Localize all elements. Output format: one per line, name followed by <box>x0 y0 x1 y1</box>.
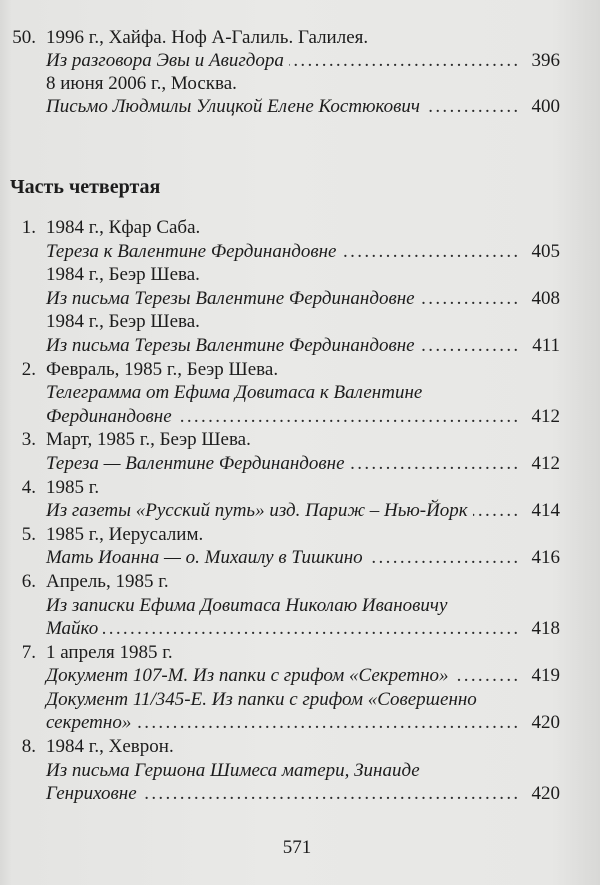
entry-line <box>0 617 560 641</box>
entry-line <box>0 287 560 311</box>
toc-entry <box>0 216 560 358</box>
dot-leader <box>368 546 517 570</box>
page-reference: 396 <box>531 50 560 71</box>
entry-number: 6. <box>21 570 36 592</box>
toc-entry <box>0 26 560 118</box>
entry-line <box>0 72 560 95</box>
entry-title: Тереза — Валентине Фердинандовне <box>46 452 345 474</box>
entry-place-date: Март, 1985 г., Беэр Шева. <box>46 429 251 451</box>
entry-line <box>0 594 560 618</box>
entry-place-date: Апрель, 1985 г. <box>46 570 169 592</box>
entry-title: Майко <box>46 618 99 640</box>
entry-line <box>0 688 560 712</box>
entry-title: Мать Иоанна — о. Михаилу в Тишкино <box>46 547 363 569</box>
dot-leader <box>289 49 517 72</box>
entry-line <box>0 358 560 382</box>
page-reference: 405 <box>531 240 560 262</box>
dot-leader <box>473 499 517 523</box>
entry-line <box>0 49 560 72</box>
entry-line <box>0 452 560 476</box>
dot-leader <box>342 240 518 264</box>
toc-entry <box>0 476 560 523</box>
entry-place-date: 1984 г., Беэр Шева. <box>46 311 200 333</box>
page-reference: 419 <box>531 665 560 687</box>
dot-leader <box>177 405 517 429</box>
page-reference: 408 <box>531 287 560 309</box>
entry-place-date: 1984 г., Хеврон. <box>46 736 174 758</box>
entry-line <box>0 664 560 688</box>
entry-line <box>0 499 560 523</box>
entry-line <box>0 476 560 500</box>
entry-title: Тереза к Валентине Фердинандовне <box>46 240 337 262</box>
entry-line <box>0 310 560 334</box>
entry-place-date: 1985 г. <box>46 476 100 498</box>
dot-leader <box>420 287 517 311</box>
toc-entry <box>0 428 560 475</box>
entry-line <box>0 381 560 405</box>
entry-line <box>0 735 560 759</box>
entry-line <box>0 711 560 735</box>
entry-number: 5. <box>21 523 36 545</box>
entry-title: секретно» <box>46 712 132 734</box>
entry-line <box>0 216 560 240</box>
entry-line <box>0 641 560 665</box>
page-number: 571 <box>282 837 312 858</box>
entry-title: Телеграмма от Ефима Довитаса к Валентине <box>46 382 423 404</box>
dot-leader <box>350 452 518 476</box>
entry-place-date: 1984 г., Беэр Шева. <box>46 264 200 286</box>
entry-title: Из письма Терезы Валентине Фердинандовне <box>46 334 415 356</box>
entry-line <box>0 782 560 806</box>
entry-place-date: 1 апреля 1985 г. <box>46 641 173 663</box>
toc-continued-section <box>0 26 560 118</box>
entry-line <box>0 26 560 49</box>
entry-title: Из разговора Эвы и Авигдора <box>46 50 284 71</box>
entry-line <box>0 405 560 429</box>
page-reference: 420 <box>531 712 560 734</box>
entry-number: 8. <box>21 736 36 758</box>
page-reference: 400 <box>531 96 560 117</box>
entry-place-date: 8 июня 2006 г., Москва. <box>46 73 237 94</box>
entry-line <box>0 570 560 594</box>
entry-number: 2. <box>21 358 36 380</box>
entry-line <box>0 546 560 570</box>
toc-entry <box>0 570 560 641</box>
entry-place-date: Февраль, 1985 г., Беэр Шева. <box>46 358 279 380</box>
entry-line <box>0 428 560 452</box>
toc-entry <box>0 358 560 429</box>
entry-title: Из письма Терезы Валентине Фердинандовне <box>46 287 415 309</box>
page-reference: 416 <box>531 547 560 569</box>
toc-entry <box>0 523 560 570</box>
entry-number: 7. <box>21 641 36 663</box>
entry-title: Из газеты «Русский путь» изд. Париж – Нью-Йорк <box>46 500 468 522</box>
toc-entry <box>0 735 560 806</box>
entry-title: Генриховне <box>46 783 137 805</box>
dot-leader <box>420 334 517 358</box>
entry-number: 50. <box>12 27 36 48</box>
page-reference: 411 <box>532 334 560 356</box>
part-heading: Часть четвертая <box>10 176 161 198</box>
dot-leader <box>103 617 517 641</box>
page-reference: 418 <box>531 618 560 640</box>
entry-number: 4. <box>21 476 36 498</box>
entry-title: Документ 107-М. Из папки с грифом «Секретно» <box>46 665 449 687</box>
entry-line <box>0 759 560 783</box>
page-reference: 412 <box>531 452 560 474</box>
entry-line <box>0 523 560 547</box>
dot-leader <box>425 95 517 118</box>
entry-title: Из записки Ефима Довитаса Николаю Ивановичу <box>46 594 448 616</box>
entry-number: 3. <box>21 429 36 451</box>
entry-line <box>0 263 560 287</box>
entry-line <box>0 95 560 118</box>
entry-place-date: 1996 г., Хайфа. Ноф А-Галиль. Галилея. <box>46 27 369 48</box>
page-reference: 412 <box>531 405 560 427</box>
page-reference: 420 <box>531 783 560 805</box>
entry-number: 1. <box>21 217 36 238</box>
entry-line <box>0 240 560 264</box>
entry-place-date: 1985 г., Иерусалим. <box>46 523 204 545</box>
dot-leader <box>136 711 517 735</box>
entry-title: Из письма Гершона Шимеса матери, Зинаиде <box>46 759 420 781</box>
dot-leader <box>142 782 517 806</box>
toc-part-four-section <box>0 216 560 806</box>
entry-title: Письмо Людмилы Улицкой Елене Костюкович <box>46 96 420 117</box>
entry-title: Документ 11/345-Е. Из папки с грифом «Совершенно <box>46 688 477 710</box>
entry-title: Фердинандовне <box>46 405 172 427</box>
toc-entry <box>0 641 560 735</box>
page-reference: 414 <box>531 500 560 522</box>
entry-line <box>0 334 560 358</box>
dot-leader <box>454 664 517 688</box>
entry-place-date: 1984 г., Кфар Саба. <box>46 217 201 238</box>
